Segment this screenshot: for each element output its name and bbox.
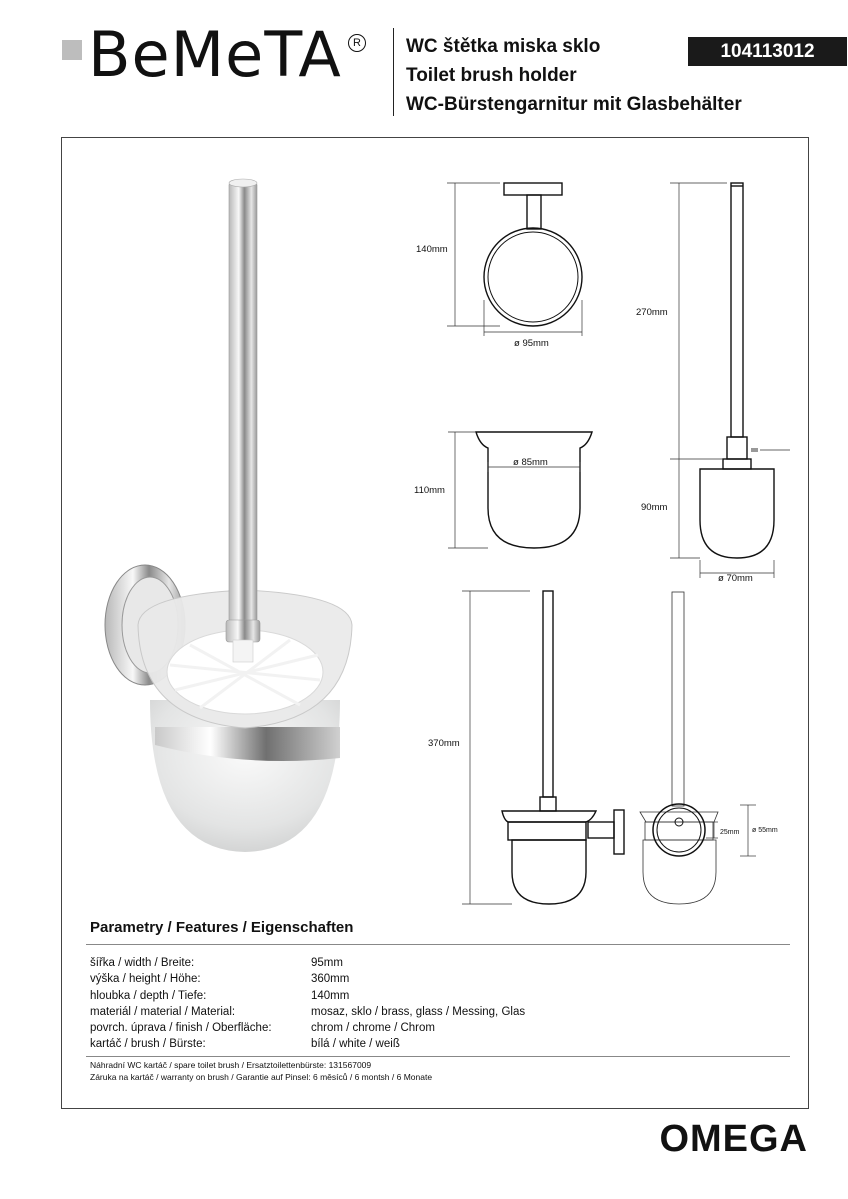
feature-value: chrom / chrome / Chrom [311, 1022, 435, 1035]
brush-handle-view [700, 183, 774, 558]
note-spare-brush: Náhradní WC kartáč / spare toilet brush / Ersatztoilettenbürste: 131567009 [90, 1060, 372, 1070]
registered-mark: R [348, 34, 366, 52]
feature-label: materiál / material / Material: [90, 1005, 236, 1018]
feature-label: šířka / width / Breite: [90, 957, 195, 969]
features-table [90, 955, 525, 1053]
dimension-lines [447, 183, 582, 336]
feature-row [90, 988, 525, 1004]
feature-label: výška / height / Höhe: [90, 973, 201, 986]
notes-divider [86, 1056, 790, 1057]
assembly-front-view [640, 592, 718, 904]
feature-value: bílá / white / weiß [311, 1038, 400, 1051]
feature-row [90, 1004, 525, 1020]
dim-holder-diameter: ø 95mm [514, 338, 549, 349]
feature-value: mosaz, sklo / brass, glass / Messing, Glas [311, 1005, 526, 1018]
dim-holder-height: 140mm [416, 244, 448, 255]
product-code: 104113012 [688, 37, 847, 66]
feature-label: hloubka / depth / Tiefe: [90, 989, 207, 1002]
feature-row [90, 1020, 525, 1036]
dim-bowl-height: 110mm [414, 485, 445, 496]
dim-brush-diameter: ø 70mm [718, 573, 753, 584]
features-title: Parametry / Features / Eigenschaften [90, 919, 354, 936]
dim-rosette-depth: 25mm [720, 829, 740, 836]
notes [90, 1060, 432, 1083]
feature-value: 95mm [311, 957, 343, 969]
assembly-side-view [502, 591, 624, 904]
holder-ring-view [484, 183, 582, 326]
dim-rosette-diameter: ø 55mm [752, 827, 778, 834]
dim-bowl-diameter: ø 85mm [513, 457, 548, 468]
feature-label: povrch. úprava / finish / Oberfläche: [90, 1022, 272, 1035]
note-warranty: Záruka na kartáč / warranty on brush / Garantie auf Pinsel: 6 měsíců / 6 montsh / 6 Monate [90, 1071, 433, 1082]
title-de: WC-Bürstengarnitur mit Glasbehälter [406, 94, 742, 115]
feature-value: 140mm [311, 989, 350, 1002]
feature-label: kartáč / brush / Bürste: [90, 1038, 206, 1051]
dim-total-height: 370mm [428, 738, 460, 749]
feature-row [90, 1036, 525, 1052]
feature-row [90, 971, 525, 987]
title-cz: WC štětka miska sklo [406, 36, 601, 57]
dim-brush-height: 90mm [641, 502, 668, 513]
glass-bowl-view [476, 432, 592, 548]
feature-value: 360mm [311, 973, 350, 986]
brand-logo: BeMeTA [88, 18, 342, 91]
product-photo [105, 179, 352, 852]
features-divider [86, 944, 790, 945]
series-name: OMEGA [659, 1118, 808, 1160]
feature-row [90, 955, 525, 971]
dim-handle-length: 270mm [636, 307, 668, 318]
title-en: Toilet brush holder [406, 65, 577, 86]
